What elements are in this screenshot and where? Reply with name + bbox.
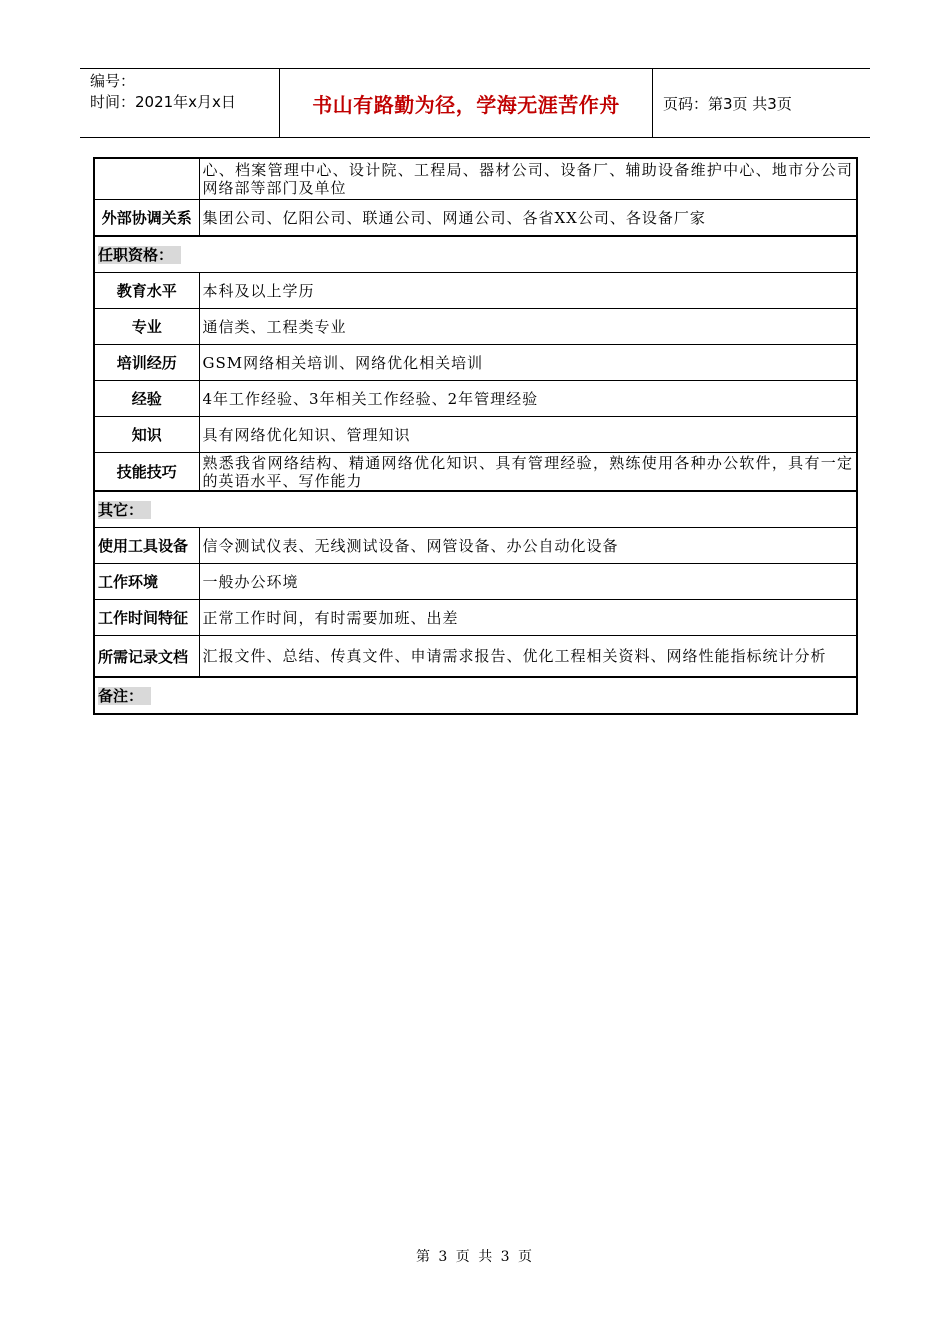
page-footer: 第 3 页 共 3 页 (415, 1249, 535, 1265)
external-relations-value: 集团公司、亿阳公司、联通公司、网通公司、各省XX公司、各设备厂家 (199, 200, 857, 237)
work-hours-label: 工作时间特征 (94, 600, 199, 636)
environment-label: 工作环境 (94, 564, 199, 600)
education-value: 本科及以上学历 (199, 273, 857, 309)
other-section-title: 其它： (98, 501, 151, 519)
table-row (94, 381, 857, 417)
table-row (94, 273, 857, 309)
table-row (94, 564, 857, 600)
tools-label: 使用工具设备 (94, 528, 199, 564)
experience-value: 4年工作经验、3年相关工作经验、2年管理经验 (199, 381, 857, 417)
training-value: GSM网络相关培训、网络优化相关培训 (199, 345, 857, 381)
other-section-row (94, 491, 857, 528)
continued-label-cell (94, 158, 199, 200)
header-page-info: 页码：第3页 共3页 (663, 94, 792, 113)
table-row (94, 417, 857, 453)
major-value: 通信类、工程类专业 (199, 309, 857, 345)
documents-value: 汇报文件、总结、传真文件、申请需求报告、优化工程相关资料、网络性能指标统计分析 (199, 636, 857, 678)
skills-label: 技能技巧 (94, 453, 199, 492)
documents-label: 所需记录文档 (94, 636, 199, 678)
table-row (94, 528, 857, 564)
table-row (94, 158, 857, 200)
header-meta (80, 69, 280, 137)
remarks-section-row (94, 677, 857, 714)
education-label: 教育水平 (94, 273, 199, 309)
knowledge-value: 具有网络优化知识、管理知识 (199, 417, 857, 453)
table-row (94, 636, 857, 678)
tools-value: 信令测试仪表、无线测试设备、网管设备、办公自动化设备 (199, 528, 857, 564)
date-label: 时间：2021年x月x日 (90, 93, 236, 111)
major-label: 专业 (94, 309, 199, 345)
table-row (94, 345, 857, 381)
experience-label: 经验 (94, 381, 199, 417)
header-motto-cell (280, 69, 653, 137)
environment-value: 一般办公环境 (199, 564, 857, 600)
page-header (80, 68, 870, 138)
training-label: 培训经历 (94, 345, 199, 381)
serial-number-label: 编号： (90, 72, 136, 90)
external-relations-label: 外部协调关系 (94, 200, 199, 237)
header-motto: 书山有路勤为径，学海无涯苦作舟 (312, 92, 620, 117)
continued-internal-relations: 心、档案管理中心、设计院、工程局、器材公司、设备厂、辅助设备维护中心、地市分公司网络部等部门及单位 (199, 158, 857, 200)
knowledge-label: 知识 (94, 417, 199, 453)
job-description-table (93, 157, 858, 715)
qualifications-section-row (94, 236, 857, 273)
table-row (94, 200, 857, 237)
skills-value: 熟悉我省网络结构、精通网络优化知识、具有管理经验，熟练使用各种办公软件，具有一定的英语水平、写作能力 (199, 453, 857, 492)
qualifications-section-title: 任职资格： (98, 246, 181, 264)
table-row (94, 600, 857, 636)
table-row (94, 309, 857, 345)
table-row (94, 453, 857, 492)
remarks-section-title: 备注： (98, 687, 151, 705)
work-hours-value: 正常工作时间，有时需要加班、出差 (199, 600, 857, 636)
